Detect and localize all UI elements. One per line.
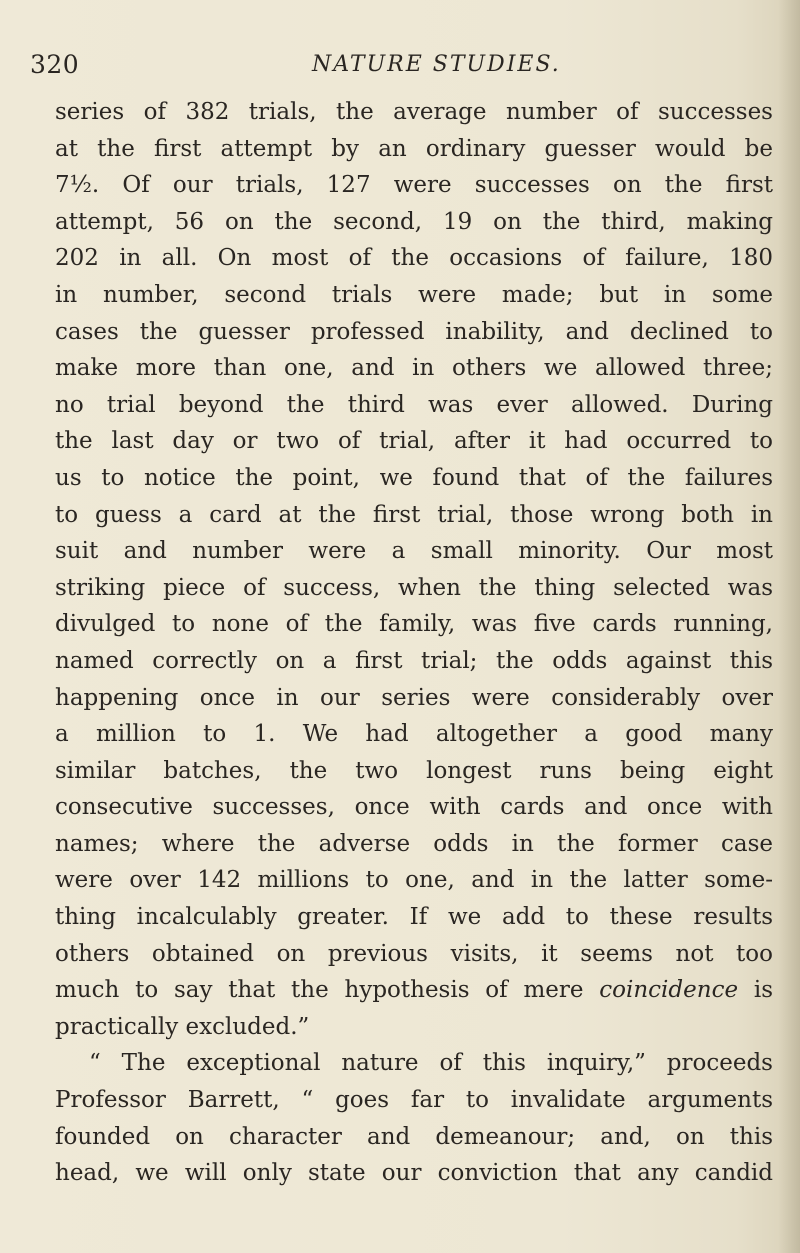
text-line: suit and number were a small minority. Our most	[55, 538, 773, 565]
text-line: names; where the adverse odds in the former case	[55, 830, 773, 857]
text-line: at the first attempt by an ordinary guesser would be	[55, 135, 773, 162]
text-line: divulged to none of the family, was five cards running,	[55, 611, 773, 638]
text-line: similar batches, the two longest runs being eight	[55, 757, 773, 784]
text-line: a million to 1. We had altogether a good many	[55, 721, 773, 748]
text-line: head, we will only state our conviction that any candid	[55, 1160, 773, 1187]
text-line: consecutive successes, once with cards and once with	[55, 794, 773, 821]
text-line: attempt, 56 on the second, 19 on the third, making	[55, 208, 773, 235]
page-edge-shadow	[778, 0, 800, 1253]
text-line: no trial beyond the third was ever allowed. During	[55, 391, 773, 418]
text-line: practically excluded.”	[55, 1013, 310, 1040]
italic-phrase: coincidence	[599, 977, 739, 1004]
text-line: founded on character and demeanour; and, on this	[55, 1123, 773, 1150]
text-line: 7½. Of our trials, 127 were successes on the first	[55, 172, 773, 199]
text-line: cases the guesser professed inability, and declined to	[55, 318, 773, 345]
text-line	[55, 972, 773, 1009]
text-segment: is	[753, 977, 774, 1004]
text-line: in number, second trials were made; but in some	[55, 281, 773, 308]
text-line: series of 382 trials, the average number of successes	[55, 99, 773, 125]
text-line: striking piece of success, when the thing selected was	[55, 574, 773, 601]
text-line: the last day or two of trial, after it had occurred to	[55, 428, 773, 455]
text-line: make more than one, and in others we allowed three;	[55, 355, 773, 382]
text-line: happening once in our series were considerably over	[55, 684, 773, 711]
text-line: Professor Barrett, “ goes far to invalidate arguments	[55, 1087, 773, 1114]
text-line: 202 in all. On most of the occasions of failure, 180	[55, 245, 773, 272]
body-text	[55, 94, 773, 1192]
text-line: others obtained on previous visits, it seems not too	[55, 940, 773, 967]
text-line: thing incalculably greater. If we add to these results	[55, 904, 773, 931]
page-number: 320	[30, 50, 80, 79]
text-line: to guess a card at the first trial, those wrong both in	[55, 501, 773, 528]
text-line: named correctly on a first trial; the odds against this	[55, 647, 773, 674]
text-segment: much to say that the hypothesis of mere	[55, 977, 584, 1004]
page-header	[30, 50, 730, 90]
running-title: NATURE STUDIES.	[312, 52, 561, 77]
text-line: were over 142 millions to one, and in the latter some-	[55, 867, 773, 894]
text-line: “ The exceptional nature of this inquiry,” proceeds	[89, 1050, 773, 1077]
text-line: us to notice the point, we found that of the failures	[55, 464, 773, 491]
